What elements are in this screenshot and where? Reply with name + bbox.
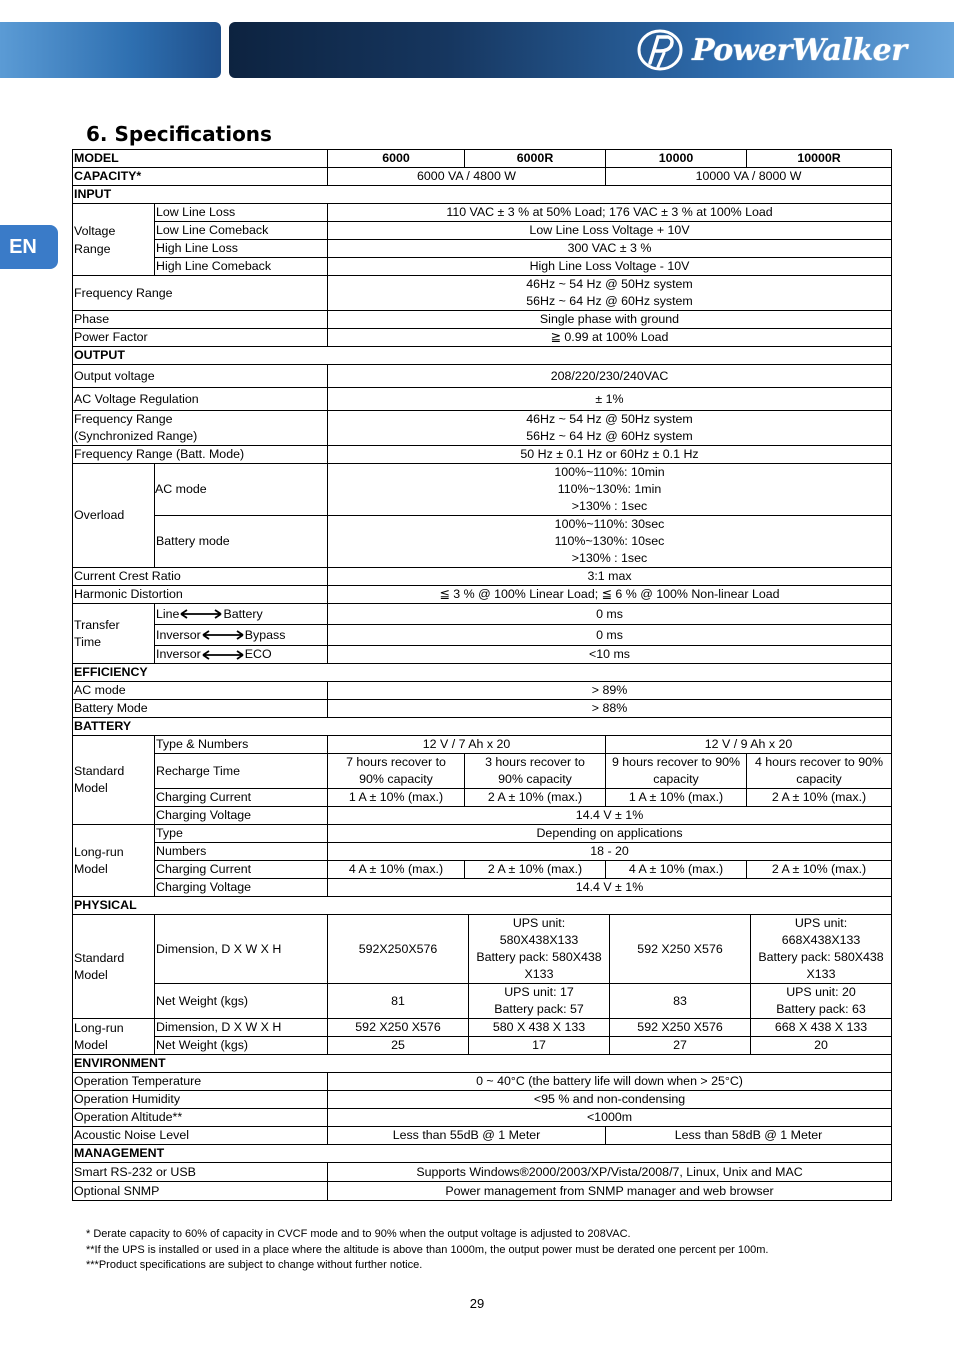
label-lr-charging-voltage: Charging Voltage	[155, 879, 328, 897]
label-frequency-range: Frequency Range	[73, 276, 328, 311]
freq-60: 56Hz ~ 64 Hz @ 60Hz system	[526, 294, 693, 308]
double-arrow-icon	[201, 629, 245, 641]
lr-model-label2: Model	[74, 861, 108, 876]
footnote-2: **If the UPS is installed or used in a place where the altitude is above than 1000m, the output power must be derated one percent per 100m.	[86, 1243, 769, 1256]
label-rs232: Smart RS-232 or USB	[73, 1163, 328, 1182]
label-lr-numbers: Numbers	[155, 843, 328, 861]
section-title: 6. Specifications	[86, 122, 272, 146]
model-6000: 6000	[328, 150, 465, 168]
dim-10000r-d: X133	[806, 967, 836, 981]
lr-dim-10000r: 668 X 438 X 133	[751, 1019, 892, 1037]
row-model	[73, 150, 892, 168]
phys-lr-label2: Model	[74, 1037, 108, 1052]
label-low-line-comeback: Low Line Comeback	[155, 222, 328, 240]
label-batt-frequency: Frequency Range (Batt. Mode)	[73, 446, 328, 464]
transfer-label2: Time	[74, 634, 102, 649]
transfer-inversor-bypass	[155, 625, 328, 646]
value-snmp: Power management from SNMP manager and web browser	[328, 1182, 892, 1201]
label-overload-ac: AC mode	[155, 464, 328, 516]
value-overload-battery	[328, 516, 892, 568]
dim-10000r	[751, 915, 892, 984]
capacity-10k: 10000 VA / 8000 W	[606, 168, 892, 186]
recharge-10000r-b: capacity	[796, 772, 842, 786]
transfer-inversor-eco	[155, 646, 328, 664]
value-transfer-1: 0 ms	[328, 604, 892, 625]
lr-wt-6000r: 17	[469, 1037, 610, 1055]
value-frequency-range	[328, 276, 892, 311]
label-output-frequency	[73, 411, 328, 446]
label-output-voltage: Output voltage	[73, 365, 328, 388]
value-lr-type: Depending on applications	[328, 825, 892, 843]
value-low-line-comeback: Low Line Loss Voltage + 10V	[328, 222, 892, 240]
label-overload-battery: Battery mode	[155, 516, 328, 568]
section-output: OUTPUT	[73, 347, 892, 365]
value-batt-frequency: 50 Hz ± 0.1 Hz or 60Hz ± 0.1 Hz	[328, 446, 892, 464]
recharge-10000	[606, 754, 747, 789]
label-physical-standard	[73, 915, 155, 1019]
dim-10000r-c: Battery pack: 580X438	[758, 950, 884, 964]
value-output-voltage: 208/220/230/240VAC	[328, 365, 892, 388]
overload-b3: >130% : 1sec	[571, 551, 648, 565]
transfer-to-eco: ECO	[244, 647, 272, 661]
label-type-numbers: Type & Numbers	[155, 736, 328, 754]
double-arrow-icon	[201, 649, 245, 661]
dim-6000r	[469, 915, 610, 984]
transfer-to-battery: Battery	[223, 606, 263, 621]
dim-6000: 592X250X576	[328, 915, 469, 984]
section-battery: BATTERY	[73, 718, 892, 736]
wt-10000r-b: Battery pack: 63	[776, 1002, 866, 1016]
value-ac-regulation: ± 1%	[328, 388, 892, 411]
value-overload-ac	[328, 464, 892, 516]
label-overload: Overload	[73, 464, 155, 568]
recharge-6000-a: 7 hours recover to	[346, 755, 446, 769]
transfer-label1: Transfer	[74, 617, 120, 632]
wt-6000r-b: Battery pack: 57	[494, 1002, 584, 1016]
recharge-6000r	[465, 754, 606, 789]
value-type-10k: 12 V / 9 Ah x 20	[606, 736, 892, 754]
cc-6000r: 2 A ± 10% (max.)	[465, 789, 606, 807]
lr-cc-10000: 4 A ± 10% (max.)	[606, 861, 747, 879]
value-noise-6k: Less than 55dB @ 1 Meter	[328, 1127, 606, 1145]
overload-ac2: 110%~130%: 1min	[557, 482, 662, 496]
value-high-line-loss: 300 VAC ± 3 %	[328, 240, 892, 258]
label-eff-ac: AC mode	[73, 682, 328, 700]
section-input: INPUT	[73, 186, 892, 204]
value-crest: 3:1 max	[328, 568, 892, 586]
label-capacity: CAPACITY*	[73, 168, 328, 186]
label-high-line-loss: High Line Loss	[155, 240, 328, 258]
out-freq-50: 46Hz ~ 54 Hz @ 50Hz system	[526, 412, 693, 426]
section-efficiency: EFFICIENCY	[73, 664, 892, 682]
label-battery-longrun	[73, 825, 155, 897]
label-lr-weight: Net Weight (kgs)	[155, 1037, 328, 1055]
dim-6000r-a: UPS unit:	[512, 916, 566, 930]
wt-6000: 81	[328, 984, 469, 1019]
phys-std-label1: Standard	[74, 950, 125, 965]
row-capacity	[73, 168, 892, 186]
transfer-to-bypass: Bypass	[244, 627, 286, 642]
out-freq-60: 56Hz ~ 64 Hz @ 60Hz system	[526, 429, 693, 443]
value-noise-10k: Less than 58dB @ 1 Meter	[606, 1127, 892, 1145]
lr-cc-10000r: 2 A ± 10% (max.)	[747, 861, 892, 879]
value-transfer-3: <10 ms	[328, 646, 892, 664]
lr-wt-10000r: 20	[751, 1037, 892, 1055]
value-rs232: Supports Windows®2000/2003/XP/Vista/2008/7, Linux, Unix and MAC	[328, 1163, 892, 1182]
value-op-altitude: <1000m	[328, 1109, 892, 1127]
freq-50: 46Hz ~ 54 Hz @ 50Hz system	[526, 277, 693, 291]
value-lr-charging-voltage: 14.4 V ± 1%	[328, 879, 892, 897]
transfer-line-battery	[155, 604, 328, 625]
dim-6000r-d: X133	[524, 967, 554, 981]
label-phase: Phase	[73, 311, 328, 329]
wt-6000r-a: UPS unit: 17	[504, 985, 574, 999]
label-lr-charging-current: Charging Current	[155, 861, 328, 879]
recharge-6000r-a: 3 hours recover to	[485, 755, 585, 769]
value-eff-battery: > 88%	[328, 700, 892, 718]
model-10000r: 10000R	[747, 150, 892, 168]
label-snmp: Optional SNMP	[73, 1182, 328, 1201]
label-model: MODEL	[73, 150, 328, 168]
lr-model-label1: Long-run	[74, 844, 124, 859]
recharge-10000r-a: 4 hours recover to 90%	[754, 755, 884, 769]
label-net-weight: Net Weight (kgs)	[155, 984, 328, 1019]
label-op-humidity: Operation Humidity	[73, 1091, 328, 1109]
label-crest: Current Crest Ratio	[73, 568, 328, 586]
value-op-temp: 0 ~ 40°C (the battery life will down when > 25°C)	[328, 1073, 892, 1091]
lr-cc-6000r: 2 A ± 10% (max.)	[465, 861, 606, 879]
model-6000r: 6000R	[465, 150, 606, 168]
footnote-3: ***Product specifications are subject to change without further notice.	[86, 1259, 423, 1271]
wt-10000: 83	[610, 984, 751, 1019]
label-op-altitude: Operation Altitude**	[73, 1109, 328, 1127]
std-model-label2: Model	[74, 781, 108, 795]
recharge-10000-a: 9 hours recover to 90%	[611, 755, 741, 769]
recharge-10000-b: capacity	[653, 772, 699, 786]
footnote-1: * Derate capacity to 60% of capacity in CVCF mode and to 90% when the output voltage is adjusted to 208VAC.	[86, 1228, 631, 1240]
lr-cc-6000: 4 A ± 10% (max.)	[328, 861, 465, 879]
label-op-temp: Operation Temperature	[73, 1073, 328, 1091]
brand-name: PowerWalker	[692, 32, 907, 68]
value-type-6k: 12 V / 7 Ah x 20	[328, 736, 606, 754]
label-high-line-comeback: High Line Comeback	[155, 258, 328, 276]
recharge-6000	[328, 754, 465, 789]
phys-lr-label1: Long-run	[74, 1020, 124, 1035]
cc-10000: 1 A ± 10% (max.)	[606, 789, 747, 807]
cc-6000: 1 A ± 10% (max.)	[328, 789, 465, 807]
out-freq-label1: Frequency Range	[74, 412, 173, 426]
value-op-humidity: <95 % and non-condensing	[328, 1091, 892, 1109]
lr-wt-10000: 27	[610, 1037, 751, 1055]
voltage-range-text: Voltage Range	[74, 223, 116, 256]
label-lr-dimension: Dimension, D X W X H	[155, 1019, 328, 1037]
recharge-10000r	[747, 754, 892, 789]
specifications-table	[72, 149, 892, 1201]
header-bar-left	[0, 22, 221, 78]
value-transfer-2: 0 ms	[328, 625, 892, 646]
value-eff-ac: > 89%	[328, 682, 892, 700]
wt-6000r	[469, 984, 610, 1019]
wt-10000r	[751, 984, 892, 1019]
dim-6000r-c: Battery pack: 580X438	[476, 950, 602, 964]
model-10000: 10000	[606, 150, 747, 168]
label-noise: Acoustic Noise Level	[73, 1127, 328, 1145]
label-dimension: Dimension, D X W X H	[155, 915, 328, 984]
value-low-line-loss: 110 VAC ± 3 % at 50% Load; 176 VAC ± 3 % at 100% Load	[328, 204, 892, 222]
label-low-line-loss: Low Line Loss	[155, 204, 328, 222]
label-charging-voltage: Charging Voltage	[155, 807, 328, 825]
phys-std-label2: Model	[74, 967, 108, 982]
lr-dim-6000r: 580 X 438 X 133	[469, 1019, 610, 1037]
recharge-6000-b: 90% capacity	[359, 772, 433, 786]
section-management: MANAGEMENT	[73, 1145, 892, 1163]
transfer-from-inversor: Inversor	[156, 627, 201, 642]
double-arrow-icon	[179, 608, 223, 620]
value-charging-voltage: 14.4 V ± 1%	[328, 807, 892, 825]
label-eff-battery: Battery Mode	[73, 700, 328, 718]
dim-10000: 592 X250 X576	[610, 915, 751, 984]
label-battery-standard	[73, 736, 155, 825]
section-physical: PHYSICAL	[73, 897, 892, 915]
page-number: 29	[469, 1296, 485, 1311]
value-phase: Single phase with ground	[328, 311, 892, 329]
label-transfer-time	[73, 604, 155, 664]
std-model-label1: Standard	[74, 764, 125, 778]
dim-10000r-b: 668X438X133	[781, 933, 861, 947]
powerwalker-logo-icon	[636, 27, 686, 73]
recharge-6000r-b: 90% capacity	[498, 772, 572, 786]
overload-ac3: >130% : 1sec	[571, 499, 648, 513]
overload-b1: 100%~110%: 30sec	[554, 517, 665, 531]
lr-dim-6000: 592 X250 X576	[328, 1019, 469, 1037]
label-physical-longrun	[73, 1019, 155, 1055]
value-lr-numbers: 18 - 20	[328, 843, 892, 861]
language-tab: EN	[0, 225, 58, 269]
cc-10000r: 2 A ± 10% (max.)	[747, 789, 892, 807]
overload-b2: 110%~130%: 10sec	[554, 534, 665, 548]
dim-10000r-a: UPS unit:	[794, 916, 848, 930]
overload-ac1: 100%~110%: 10min	[554, 465, 665, 479]
value-output-frequency	[328, 411, 892, 446]
dim-6000r-b: 580X438X133	[499, 933, 579, 947]
wt-10000r-a: UPS unit: 20	[786, 985, 856, 999]
lr-wt-6000: 25	[328, 1037, 469, 1055]
label-thd: Harmonic Distortion	[73, 586, 328, 604]
value-high-line-comeback: High Line Loss Voltage - 10V	[328, 258, 892, 276]
label-lr-type: Type	[155, 825, 328, 843]
label-ac-regulation: AC Voltage Regulation	[73, 388, 328, 411]
label-power-factor: Power Factor	[73, 329, 328, 347]
capacity-6k: 6000 VA / 4800 W	[328, 168, 606, 186]
value-thd: ≦ 3 % @ 100% Linear Load; ≦ 6 % @ 100% Non-linear Load	[328, 586, 892, 604]
label-charging-current: Charging Current	[155, 789, 328, 807]
section-environment: ENVIRONMENT	[73, 1055, 892, 1073]
brand-logo	[636, 26, 907, 74]
transfer-from-inversor-2: Inversor	[156, 647, 201, 661]
label-voltage-range	[73, 204, 155, 276]
out-freq-label2: (Synchronized Range)	[74, 429, 198, 443]
value-power-factor: ≧ 0.99 at 100% Load	[328, 329, 892, 347]
transfer-from-line: Line	[156, 606, 180, 621]
label-recharge: Recharge Time	[155, 754, 328, 789]
footnotes	[86, 1227, 768, 1274]
lr-dim-10000: 592 X250 X576	[610, 1019, 751, 1037]
